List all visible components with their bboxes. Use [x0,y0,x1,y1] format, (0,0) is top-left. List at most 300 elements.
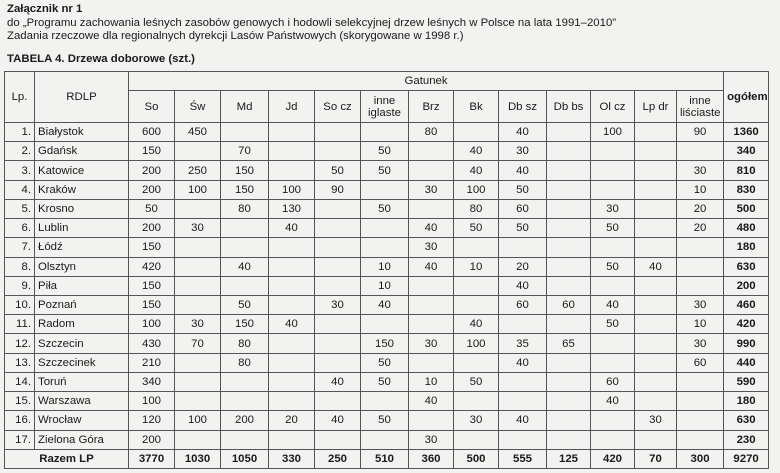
cell-lp-dr [635,199,677,218]
cell-brz [409,276,454,295]
cell-ol-cz [591,430,635,449]
cell-ol-cz: 30 [591,199,635,218]
table-row [5,372,769,391]
cell-jd [269,353,315,372]
cell-lp-dr [635,315,677,334]
cell-jd [269,295,315,314]
row-number: 9. [5,276,35,295]
cell-so: 150 [129,142,175,161]
cell-inne-iglaste [361,180,409,199]
cell-db-sz [499,392,547,411]
header-species-ol-cz: Ol cz [591,91,635,123]
cell-sw: 100 [175,180,221,199]
header-species-jd: Jd [269,91,315,123]
cell-db-sz: 40 [499,276,547,295]
cell-sw [175,238,221,257]
cell-lp-dr [635,276,677,295]
cell-md: 50 [221,295,269,314]
cell-db-bs [547,276,591,295]
cell-db-sz: 30 [499,142,547,161]
row-number: 13. [5,353,35,372]
header-species-bk: Bk [454,91,499,123]
cell-sw: 30 [175,219,221,238]
cell-brz [409,161,454,180]
cell-inne-lisciaste [677,411,724,430]
cell-so: 420 [129,257,175,276]
cell-so-cz: 50 [315,161,361,180]
row-total: 630 [724,257,769,276]
cell-sw: 450 [175,123,221,142]
cell-so-cz [315,430,361,449]
cell-bk [454,276,499,295]
cell-brz: 40 [409,257,454,276]
cell-db-bs [547,392,591,411]
cell-db-sz: 60 [499,295,547,314]
table-title: TABELA 4. Drzewa doborowe (szt.) [7,53,195,65]
cell-inne-lisciaste: 20 [677,219,724,238]
row-rdlp-name: Toruń [35,372,129,391]
row-rdlp-name: Warszawa [35,392,129,411]
cell-inne-lisciaste [677,372,724,391]
cell-bk: 80 [454,199,499,218]
cell-ol-cz: 40 [591,392,635,411]
cell-brz: 80 [409,123,454,142]
table-row [5,430,769,449]
table-body [5,123,769,469]
row-total: 200 [724,276,769,295]
cell-md [221,123,269,142]
cell-db-bs [547,238,591,257]
cell-bk: 30 [454,411,499,430]
cell-jd [269,238,315,257]
sum-sw: 1030 [175,449,221,468]
cell-inne-iglaste: 10 [361,257,409,276]
cell-jd: 40 [269,315,315,334]
row-total: 990 [724,334,769,353]
cell-bk: 40 [454,315,499,334]
row-number: 5. [5,199,35,218]
trees-table [4,71,769,469]
sum-inne-iglaste: 510 [361,449,409,468]
cell-bk [454,392,499,411]
cell-inne-iglaste: 50 [361,411,409,430]
sum-jd: 330 [269,449,315,468]
cell-lp-dr [635,219,677,238]
cell-db-bs [547,161,591,180]
header-species-sw: Św [175,91,221,123]
cell-so: 120 [129,411,175,430]
cell-inne-lisciaste [677,257,724,276]
row-number: 8. [5,257,35,276]
cell-md [221,238,269,257]
cell-sw: 70 [175,334,221,353]
row-total: 500 [724,199,769,218]
cell-brz [409,295,454,314]
cell-bk: 40 [454,161,499,180]
cell-brz [409,142,454,161]
cell-jd: 40 [269,219,315,238]
row-number: 4. [5,180,35,199]
cell-lp-dr [635,295,677,314]
table-header [5,72,769,123]
table-row [5,276,769,295]
row-number: 14. [5,372,35,391]
cell-db-sz: 20 [499,257,547,276]
cell-md [221,219,269,238]
cell-db-sz [499,238,547,257]
sum-so: 3770 [129,449,175,468]
sum-ol-cz: 420 [591,449,635,468]
cell-so: 50 [129,199,175,218]
cell-db-sz: 40 [499,161,547,180]
cell-db-bs [547,411,591,430]
row-total: 480 [724,219,769,238]
attachment-subtitle-line-1: do „Programu zachowania leśnych zasobów genowych i hodowli selekcyjnej drzew leśnych w Polsce na lata 1991–2010” [7,16,617,29]
cell-inne-iglaste: 10 [361,276,409,295]
cell-so-cz: 90 [315,180,361,199]
cell-db-sz: 40 [499,123,547,142]
cell-brz [409,353,454,372]
cell-ol-cz [591,411,635,430]
row-number: 17. [5,430,35,449]
cell-ol-cz [591,353,635,372]
row-number: 6. [5,219,35,238]
cell-md [221,392,269,411]
row-rdlp-name: Kraków [35,180,129,199]
cell-so: 430 [129,334,175,353]
cell-db-sz: 35 [499,334,547,353]
cell-so: 200 [129,430,175,449]
cell-sw [175,430,221,449]
cell-inne-iglaste: 150 [361,334,409,353]
cell-ol-cz [591,161,635,180]
cell-lp-dr [635,142,677,161]
sum-label: Razem LP [5,449,129,468]
cell-ol-cz [591,276,635,295]
row-total: 590 [724,372,769,391]
table-row [5,161,769,180]
cell-bk: 50 [454,219,499,238]
row-number: 16. [5,411,35,430]
cell-bk: 100 [454,334,499,353]
cell-jd: 100 [269,180,315,199]
cell-db-sz: 50 [499,180,547,199]
cell-so-cz [315,334,361,353]
cell-inne-iglaste: 50 [361,372,409,391]
cell-jd [269,276,315,295]
cell-sw [175,295,221,314]
cell-inne-iglaste: 50 [361,142,409,161]
cell-brz: 30 [409,334,454,353]
cell-db-bs [547,372,591,391]
row-rdlp-name: Katowice [35,161,129,180]
sum-lp-dr: 70 [635,449,677,468]
cell-lp-dr [635,430,677,449]
cell-db-sz [499,315,547,334]
cell-ol-cz [591,142,635,161]
cell-jd [269,430,315,449]
cell-inne-iglaste [361,430,409,449]
cell-so: 150 [129,276,175,295]
row-rdlp-name: Olsztyn [35,257,129,276]
cell-inne-iglaste: 50 [361,199,409,218]
cell-db-bs [547,315,591,334]
row-rdlp-name: Zielona Góra [35,430,129,449]
cell-inne-lisciaste [677,392,724,411]
cell-so-cz [315,219,361,238]
cell-bk [454,295,499,314]
table-row [5,142,769,161]
header-species-md: Md [221,91,269,123]
cell-inne-lisciaste: 60 [677,353,724,372]
cell-bk [454,123,499,142]
cell-brz [409,315,454,334]
cell-db-sz: 60 [499,199,547,218]
cell-sw [175,276,221,295]
cell-jd: 130 [269,199,315,218]
cell-sw [175,142,221,161]
cell-inne-iglaste: 50 [361,161,409,180]
table-row [5,180,769,199]
cell-md: 80 [221,199,269,218]
table-row [5,123,769,142]
row-total: 830 [724,180,769,199]
cell-inne-iglaste [361,392,409,411]
cell-jd: 20 [269,411,315,430]
cell-md [221,372,269,391]
cell-brz: 40 [409,392,454,411]
cell-db-sz: 40 [499,353,547,372]
cell-inne-lisciaste [677,238,724,257]
cell-ol-cz: 50 [591,257,635,276]
cell-db-sz: 40 [499,411,547,430]
header-rdlp: RDLP [35,72,129,123]
row-rdlp-name: Gdańsk [35,142,129,161]
sum-inne-lisciaste: 300 [677,449,724,468]
cell-db-bs [547,219,591,238]
cell-jd [269,123,315,142]
cell-so-cz [315,238,361,257]
cell-lp-dr [635,334,677,353]
sum-md: 1050 [221,449,269,468]
cell-inne-lisciaste [677,430,724,449]
cell-sw [175,353,221,372]
cell-md: 70 [221,142,269,161]
cell-lp-dr [635,161,677,180]
header-species-db-sz: Db sz [499,91,547,123]
row-total: 420 [724,315,769,334]
cell-lp-dr [635,180,677,199]
cell-bk [454,430,499,449]
row-number: 10. [5,295,35,314]
header-species-inne-lisciaste: inne liściaste [677,91,724,123]
row-number: 15. [5,392,35,411]
cell-sw: 100 [175,411,221,430]
cell-sw [175,257,221,276]
row-number: 7. [5,238,35,257]
cell-inne-iglaste [361,219,409,238]
cell-md: 40 [221,257,269,276]
cell-lp-dr: 40 [635,257,677,276]
cell-ol-cz [591,180,635,199]
cell-db-bs: 60 [547,295,591,314]
header-species-inne-iglaste: inne iglaste [361,91,409,123]
cell-brz: 30 [409,430,454,449]
cell-inne-lisciaste: 90 [677,123,724,142]
table-row [5,199,769,218]
cell-so: 600 [129,123,175,142]
header-species-db-bs: Db bs [547,91,591,123]
cell-so-cz [315,276,361,295]
cell-sw [175,392,221,411]
cell-ol-cz: 100 [591,123,635,142]
cell-inne-lisciaste: 30 [677,161,724,180]
row-rdlp-name: Radom [35,315,129,334]
cell-md [221,276,269,295]
cell-db-bs [547,430,591,449]
cell-jd [269,334,315,353]
cell-db-sz: 50 [499,219,547,238]
cell-inne-lisciaste: 10 [677,315,724,334]
header-species-so: So [129,91,175,123]
cell-inne-iglaste [361,123,409,142]
cell-brz: 10 [409,372,454,391]
cell-md: 150 [221,161,269,180]
cell-so-cz: 30 [315,295,361,314]
header-row-1 [5,72,769,91]
row-total: 340 [724,142,769,161]
row-number: 1. [5,123,35,142]
cell-bk [454,353,499,372]
row-number: 12. [5,334,35,353]
cell-so-cz [315,353,361,372]
cell-so-cz [315,123,361,142]
header-gatunek: Gatunek [129,72,724,91]
document-header [7,3,616,44]
cell-lp-dr [635,123,677,142]
row-total: 1360 [724,123,769,142]
cell-inne-lisciaste: 10 [677,180,724,199]
cell-db-sz [499,430,547,449]
cell-sw [175,372,221,391]
cell-db-sz [499,372,547,391]
table-row [5,238,769,257]
cell-inne-lisciaste: 30 [677,334,724,353]
cell-jd [269,257,315,276]
cell-so-cz [315,199,361,218]
table-row [5,353,769,372]
header-species-brz: Brz [409,91,454,123]
row-rdlp-name: Piła [35,276,129,295]
cell-md: 80 [221,334,269,353]
sum-so-cz: 250 [315,449,361,468]
cell-md: 150 [221,180,269,199]
cell-sw [175,199,221,218]
cell-md: 80 [221,353,269,372]
row-rdlp-name: Krosno [35,199,129,218]
cell-inne-iglaste [361,238,409,257]
table-row [5,295,769,314]
cell-bk: 100 [454,180,499,199]
cell-so: 340 [129,372,175,391]
cell-md [221,430,269,449]
cell-inne-iglaste: 50 [361,353,409,372]
cell-brz: 30 [409,180,454,199]
cell-so: 210 [129,353,175,372]
cell-inne-lisciaste [677,276,724,295]
row-total: 630 [724,411,769,430]
cell-ol-cz: 50 [591,315,635,334]
cell-jd [269,392,315,411]
cell-jd [269,372,315,391]
cell-brz: 30 [409,238,454,257]
row-rdlp-name: Białystok [35,123,129,142]
cell-so: 100 [129,392,175,411]
sum-bk: 500 [454,449,499,468]
row-number: 2. [5,142,35,161]
cell-db-bs [547,353,591,372]
cell-so: 200 [129,180,175,199]
cell-so-cz [315,257,361,276]
row-rdlp-name: Szczecin [35,334,129,353]
table-row [5,334,769,353]
cell-md: 200 [221,411,269,430]
cell-ol-cz [591,238,635,257]
cell-so-cz: 40 [315,411,361,430]
row-rdlp-name: Lublin [35,219,129,238]
cell-inne-lisciaste: 20 [677,199,724,218]
cell-inne-iglaste [361,315,409,334]
attachment-title: Załącznik nr 1 [7,3,83,15]
cell-ol-cz: 60 [591,372,635,391]
row-total: 460 [724,295,769,314]
cell-inne-lisciaste: 30 [677,295,724,314]
header-species-lp-dr: Lp dr [635,91,677,123]
cell-jd [269,142,315,161]
table-row [5,219,769,238]
cell-so: 150 [129,238,175,257]
sum-grand-total: 9270 [724,449,769,468]
cell-bk: 10 [454,257,499,276]
cell-inne-lisciaste [677,142,724,161]
cell-brz [409,199,454,218]
header-lp: Lp. [5,72,35,123]
cell-db-bs [547,257,591,276]
cell-so: 200 [129,219,175,238]
sum-brz: 360 [409,449,454,468]
table-row [5,411,769,430]
cell-lp-dr [635,353,677,372]
cell-brz: 40 [409,219,454,238]
row-total: 440 [724,353,769,372]
table-row [5,257,769,276]
cell-lp-dr [635,392,677,411]
cell-ol-cz [591,334,635,353]
cell-sw: 250 [175,161,221,180]
cell-ol-cz: 40 [591,295,635,314]
row-total: 180 [724,238,769,257]
header-total: ogółem [724,72,769,123]
cell-so-cz [315,142,361,161]
cell-lp-dr [635,372,677,391]
table-row [5,315,769,334]
row-total: 180 [724,392,769,411]
cell-so: 150 [129,295,175,314]
row-total: 230 [724,430,769,449]
cell-so: 100 [129,315,175,334]
cell-inne-iglaste: 40 [361,295,409,314]
cell-db-bs [547,199,591,218]
